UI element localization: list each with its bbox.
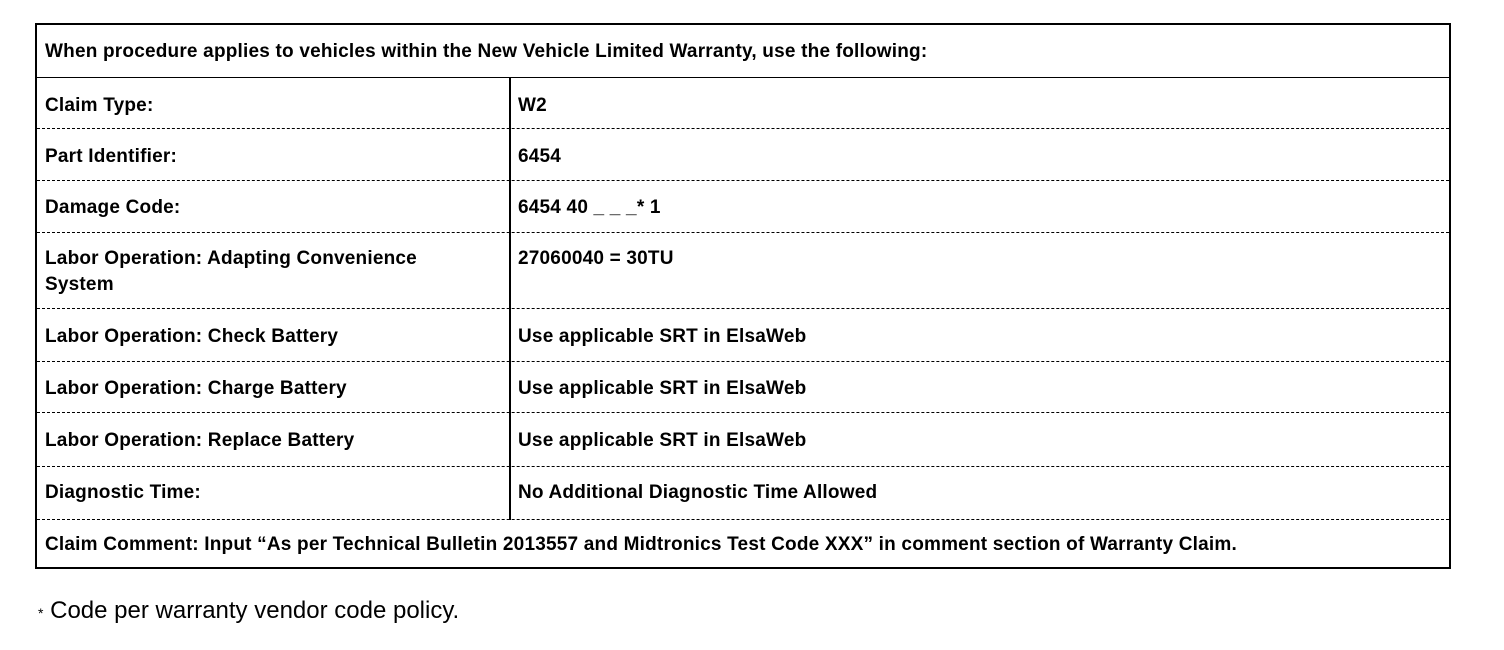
- row-label-diagnostic-time: Diagnostic Time:: [45, 482, 201, 503]
- row-value-check-battery: Use applicable SRT in ElsaWeb: [518, 326, 807, 347]
- claim-comment: Claim Comment: Input “As per Technical Bulletin 2013557 and Midtronics Test Code XXX” in comment section of Warranty Claim.: [45, 534, 1237, 555]
- footnote-marker: *: [38, 605, 44, 621]
- table-header: When procedure applies to vehicles within the New Vehicle Limited Warranty, use the following:: [45, 41, 928, 62]
- row-label-replace-battery: Labor Operation: Replace Battery: [45, 430, 355, 451]
- row-divider: [37, 361, 1449, 362]
- footnote: [38, 596, 459, 626]
- row-value-diagnostic-time: No Additional Diagnostic Time Allowed: [518, 482, 878, 503]
- row-divider: [37, 180, 1449, 181]
- row-value-adapting-convenience: 27060040 = 30TU: [518, 248, 674, 269]
- row-value-charge-battery: Use applicable SRT in ElsaWeb: [518, 378, 807, 399]
- row-divider: [37, 128, 1449, 129]
- row-value-part-identifier: 6454: [518, 146, 562, 167]
- row-label-charge-battery: Labor Operation: Charge Battery: [45, 378, 347, 399]
- warranty-table: [35, 23, 1451, 569]
- row-label-claim-type: Claim Type:: [45, 95, 154, 116]
- row-label-adapting-convenience: Labor Operation: Adapting Convenience System: [45, 248, 417, 295]
- row-value-replace-battery: Use applicable SRT in ElsaWeb: [518, 430, 807, 451]
- row-divider: [37, 519, 1449, 520]
- row-value-claim-type: W2: [518, 95, 547, 116]
- row-label-part-identifier: Part Identifier:: [45, 146, 177, 167]
- row-divider: [37, 232, 1449, 233]
- column-divider: [509, 77, 511, 520]
- row-divider: [37, 77, 1449, 78]
- row-value-damage-code: 6454 40 _ _ _* 1: [518, 197, 661, 218]
- row-divider: [37, 308, 1449, 309]
- footnote-text: Code per warranty vendor code policy.: [50, 597, 460, 624]
- row-label-check-battery: Labor Operation: Check Battery: [45, 326, 339, 347]
- row-label-damage-code: Damage Code:: [45, 197, 181, 218]
- row-divider: [37, 466, 1449, 467]
- row-divider: [37, 412, 1449, 413]
